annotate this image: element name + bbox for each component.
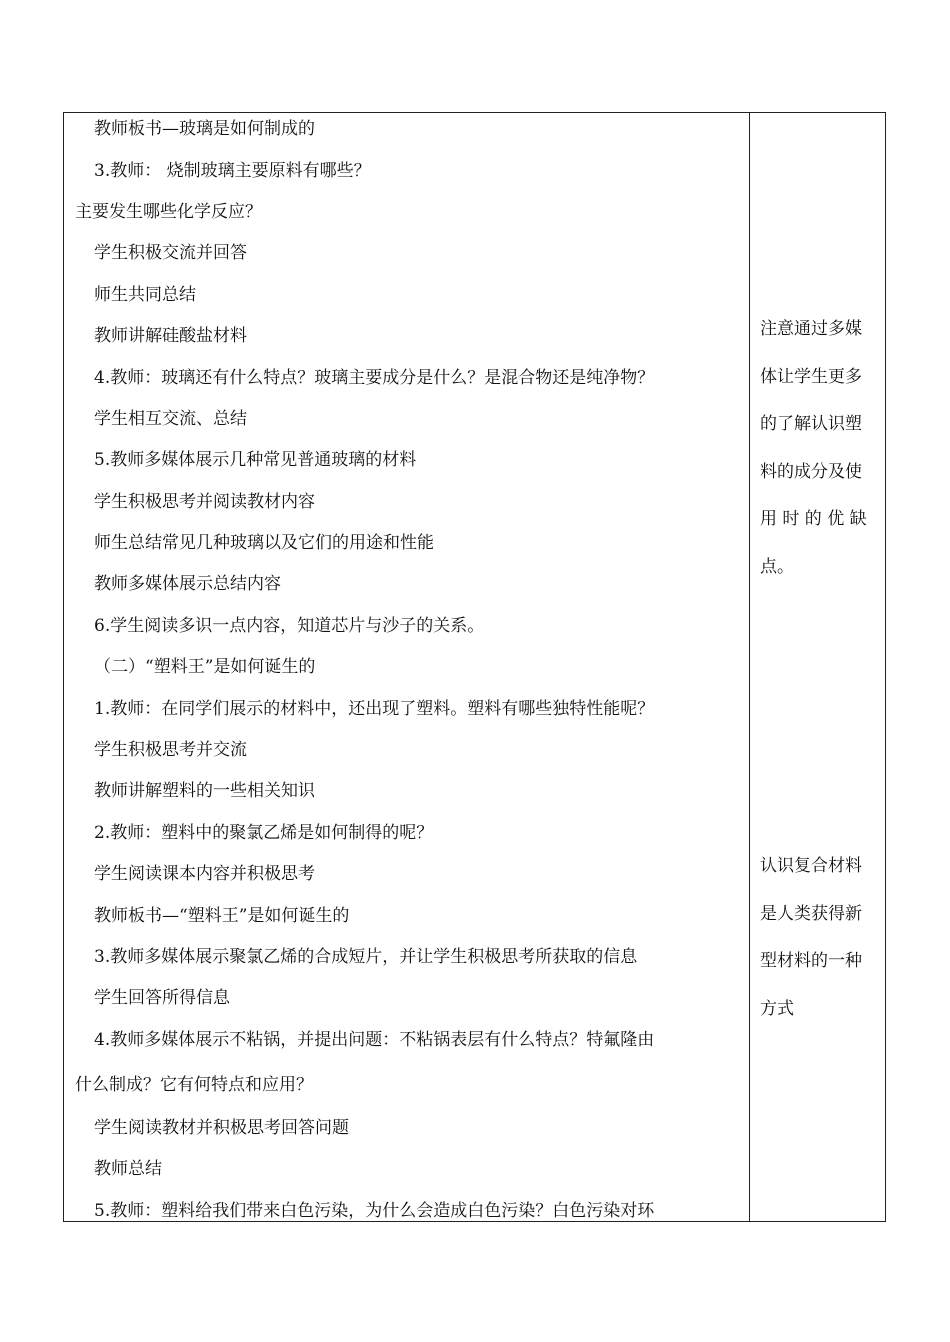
process-line: 教师讲解硅酸盐材料 xyxy=(94,326,247,346)
process-line: 学生阅读教材并积极思考回答问题 xyxy=(94,1118,349,1138)
process-line: 4.教师多媒体展示不粘锅，并提出问题：不粘锅表层有什么特点？特氟隆由 xyxy=(94,1030,655,1050)
side-note-line: 的了解认识塑 xyxy=(760,414,862,434)
side-note-line: 型材料的一种 xyxy=(760,951,862,971)
process-line: 主要发生哪些化学反应？ xyxy=(75,202,262,222)
process-line: 师生共同总结 xyxy=(94,285,196,305)
side-note-line: 认识复合材料 xyxy=(760,856,862,876)
section-heading: （二）“塑料王”是如何诞生的 xyxy=(94,657,316,677)
process-line: 教师总结 xyxy=(94,1159,162,1179)
process-line: 学生积极思考并交流 xyxy=(94,740,247,760)
process-line: 5.教师：塑料给我们带来白色污染，为什么会造成白色污染？白色污染对环 xyxy=(94,1201,655,1221)
process-line: 3.教师： 烧制玻璃主要原料有哪些？ xyxy=(94,161,371,181)
process-line: 6.学生阅读多识一点内容，知道芯片与沙子的关系。 xyxy=(94,616,485,636)
side-note-line: 方式 xyxy=(760,999,794,1019)
lesson-plan-table xyxy=(63,112,886,1222)
process-line: 教师多媒体展示总结内容 xyxy=(94,574,281,594)
process-line: 什么制成？它有何特点和应用？ xyxy=(75,1075,313,1095)
side-note-line: 体让学生更多 xyxy=(760,367,862,387)
process-line: 教师板书—玻璃是如何制成的 xyxy=(94,119,315,139)
process-line: 学生回答所得信息 xyxy=(94,988,230,1008)
column-divider xyxy=(749,113,750,1221)
process-line: 学生积极交流并回答 xyxy=(94,243,247,263)
side-note-line: 是人类获得新 xyxy=(760,904,862,924)
process-line: 4.教师：玻璃还有什么特点？玻璃主要成分是什么？是混合物还是纯净物？ xyxy=(94,368,655,388)
side-note-line: 点。 xyxy=(760,557,794,577)
process-line: 学生积极思考并阅读教材内容 xyxy=(94,492,315,512)
process-line: 教师讲解塑料的一些相关知识 xyxy=(94,781,315,801)
side-note-line: 注意通过多媒 xyxy=(760,319,862,339)
side-note-line: 料的成分及使 xyxy=(760,462,862,482)
process-line: 3.教师多媒体展示聚氯乙烯的合成短片，并让学生积极思考所获取的信息 xyxy=(94,947,638,967)
process-line: 教师板书—“塑料王”是如何诞生的 xyxy=(94,906,350,926)
side-note-line: 用 时 的 优 缺 xyxy=(760,509,867,529)
process-line: 师生总结常见几种玻璃以及它们的用途和性能 xyxy=(94,533,434,553)
process-line: 学生相互交流、总结 xyxy=(94,409,247,429)
process-line: 5.教师多媒体展示几种常见普通玻璃的材料 xyxy=(94,450,417,470)
process-line: 2.教师：塑料中的聚氯乙烯是如何制得的呢？ xyxy=(94,823,434,843)
process-line: 1.教师：在同学们展示的材料中，还出现了塑料。塑料有哪些独特性能呢？ xyxy=(94,699,655,719)
process-line: 学生阅读课本内容并积极思考 xyxy=(94,864,315,884)
